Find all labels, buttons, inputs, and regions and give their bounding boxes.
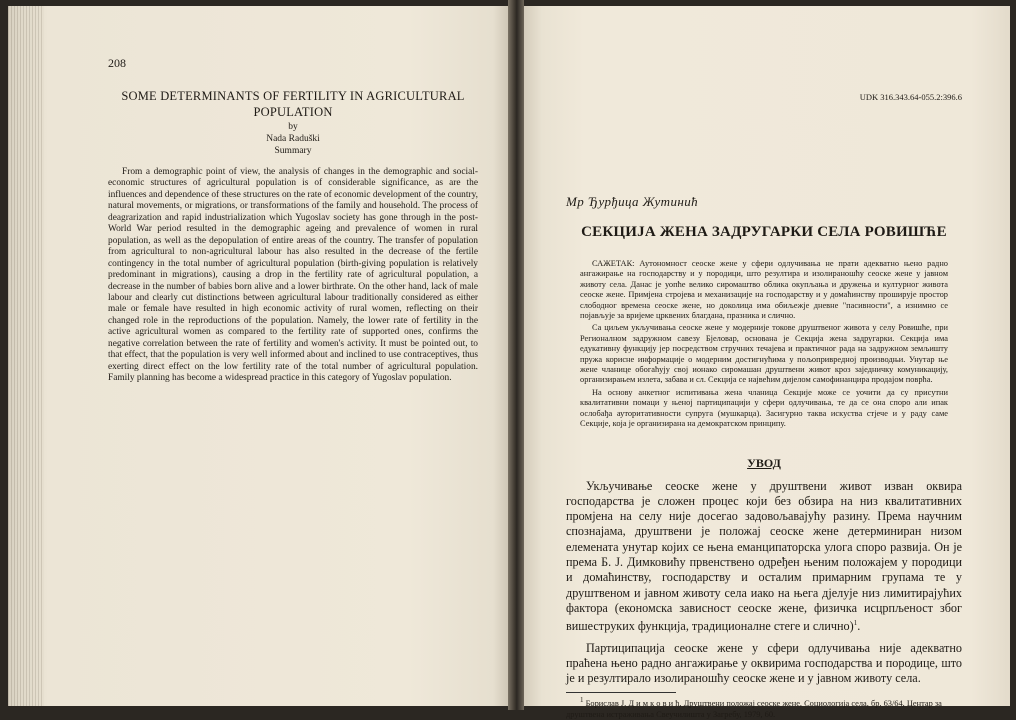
summary-label: Summary [274, 146, 312, 156]
article-title-line2: POPULATION [253, 105, 333, 119]
page-number: 208 [108, 56, 126, 70]
abstract-paragraph: САЖЕТАК: Аутономност сеоске жене у сфери одлучивања не прати адекватно њено радно ангажирање на господарству и у породици, што резултира и изолираношћу сеоске жене у јавном животу села. Данас је уопће велико сиромаштво облика окупљања и дружења и културног живота сеоске жене. Примјена стројева и механизације на господарству и у домаћинству проширује простор слободног времена сеоске жене, но доколица има обиљежје дневне "пасивности", а изнимно се појављује за вријеме црквених благдана, празника и слично. [580, 259, 948, 321]
section-heading: УВОД [747, 455, 781, 470]
body-paragraph: Партиципација сеоске жене у сфери одлучивања није адекватно праћена њено радно ангажирање у оквирима господарства и породице, што је и резултирало изолираношћу сеоске жене и у јавном животу села. [566, 640, 962, 686]
body-paragraph-end: . [857, 619, 861, 634]
abstract [580, 259, 948, 430]
author-name: Мр Ђурђица Жутинић [566, 194, 699, 209]
summary-text: From a demographic point of view, the analysis of changes in the demographic and social-economic structures of agricultural population is of considerable significance, as are the influences and dependence of these structures on the rate of economic development of the country, natural movements, or migrations, or transformations of the family and household. The process of deagrarization and rapid industrialization which Yugoslav society has gone through in the post-World War period resulted in the demographic ageing and prevalence of women in rural population, as well as the depopulation of entire areas of the country. The transfer of population from agricultural to non-agricultural labour has also resulted in the decrease of the fertile contingency in the total number of agricultural population (birth-giving population is relatively predominant in migrations), causing a drop in the fertility rate of agricultural population, a decrease in the number of babies born alive and a lower birthrate. On the other hand, lack of male labour and clearly cut distinctions between agricultural labour traditionally considered as either male or female have resulted in high economic activity of rural women, reflecting on their changed role in the reproductions of the population. Namely, the lower rate of fertility in the active agricultural women as compared to the fertility rate of supported ones, confirms the negative correlation between the rate of fertility and women's activity. It must be pointed out, to that effect, that the population is very well informed about and inclined to use contraceptives, thus exerting direct effect on the low fertility rate of the total number of agricultural population. Family planning has become a widespread practice in this category of Yugoslav population. [108, 167, 478, 384]
udk-code: UDK 316.343.64-055.2:396.6 [859, 92, 962, 102]
body-text [566, 479, 962, 687]
left-page [8, 6, 508, 706]
right-page [524, 6, 1010, 719]
footnote-number: 1 [580, 696, 584, 705]
footnote-reference: 1 [853, 619, 858, 628]
footnote [566, 695, 962, 720]
footnote-rule [566, 692, 676, 693]
article-title: СЕКЦИЈА ЖЕНА ЗАДРУГАРКИ СЕЛА РОВИШЋЕ [581, 224, 947, 240]
body-paragraph [566, 479, 962, 635]
by-label: by [288, 122, 298, 132]
book-gutter [508, 0, 524, 710]
abstract-paragraph: На основу анкетног испитивања жена чланица Секције може се уочити да су присутни квалитативни помаци у њеној партиципацији у сфери одлучивања, те да се она споро али ипак ослобађа ауторитативности супруга (мушкарца). Засигурно таква искуства стјече и у раду саме Секције, која је организирана на демократском принципу. [580, 387, 948, 429]
author-name: Nada Raduški [266, 134, 320, 144]
abstract-paragraph: Са циљем укључивања сеоске жене у модерније токове друштвеног живота у селу Ровишће, при Регионалном задружном савезу Бјеловар, основана је Секција жена задругарки. Секција има едукативну функцију јер посредством стручних течајева и практичног рада на задружном земљишту пружа корисне информације о модерним достигнућима у пољопривредној производњи. Унутар ње жене чланице обогаћују свој ионако сиромашан друштвени живот кроз заједничку комуникацију, организирањем излета, забава и сл. Секција се највећим дијелом самофинанцира продајом поврћа. [580, 323, 948, 385]
footnote-text: Борислав Ј. Д и м к о в и ћ, Друштвени положај сеоске жене, Социологија села, бр. 63/64, Центар за друштвена истраживања Свеучилишта у Загребу, 1979, 60. [566, 699, 942, 719]
page-edges [8, 6, 44, 706]
article-title-line1: SOME DETERMINANTS OF FERTILITY IN AGRICULTURAL [121, 89, 465, 103]
body-paragraph-text: Укључивање сеоске жене у друштвени живот изван оквира господарства је сложен процес који без обзира на низ квалитативних промјена на селу није досегао задовољавајућу разину. Према научним спознајама, друштвени је положај сеоске жене детерминиран низом елемената унутар којих се њена еманципаторска улога споро развија. Он је према Б. Ј. Димковићу првенствено одређен њеним положајем у породици и домаћинству, господарству и осталим примарним групама те у друштвеном и јавном животу села иако на њега дјелује низ лимитирајућих фактора (економска зависност сеоске жене, физичка исцрпљеност због вишеструких функција, традиционалне стеге и слично) [566, 478, 962, 634]
